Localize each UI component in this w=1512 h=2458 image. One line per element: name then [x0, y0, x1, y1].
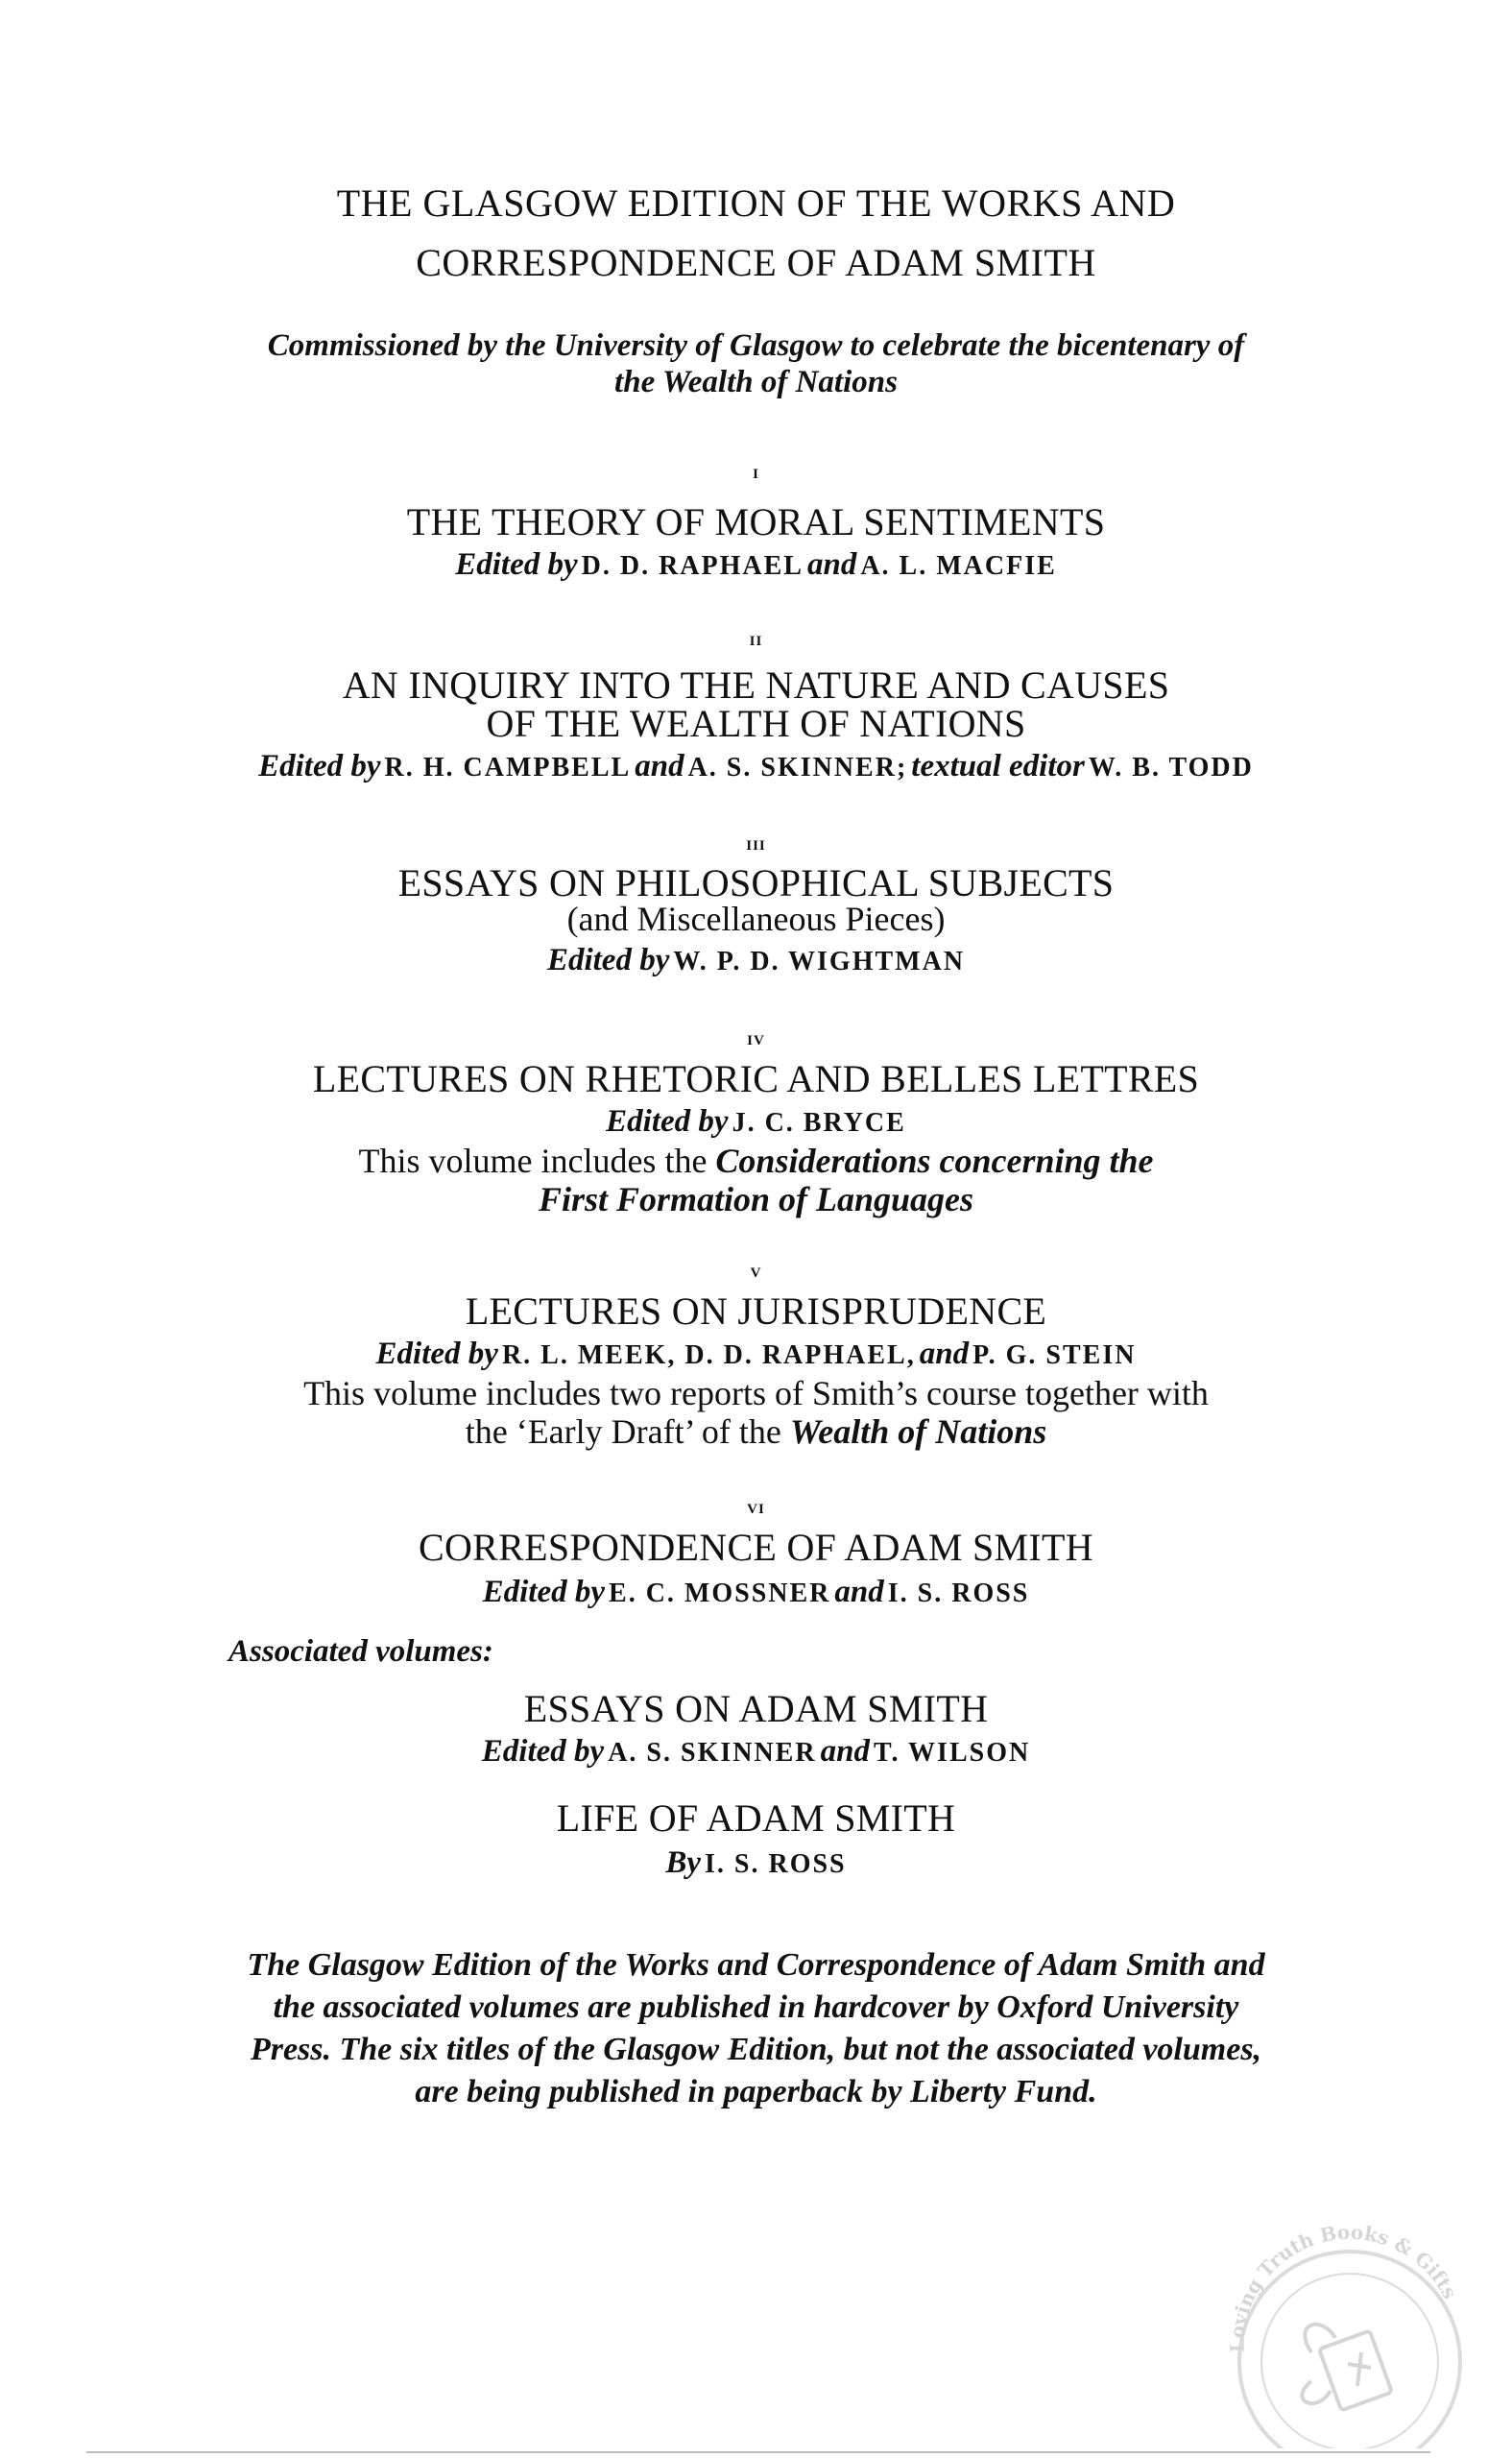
volume-numeral: i — [753, 459, 759, 483]
edited-by-label: Edited by — [482, 1575, 606, 1609]
editor-names: A. L. MACFIE — [860, 551, 1057, 581]
bottom-scan-line — [86, 2451, 1430, 2453]
volume-editors-line — [0, 1104, 1512, 1140]
editor-names: R. H. CAMPBELL — [384, 753, 632, 783]
volume-title: THE THEORY OF MORAL SENTIMENTS — [406, 500, 1106, 543]
editor-names: R. L. MEEK, D. D. RAPHAEL, — [501, 1340, 916, 1370]
editor-names: P. G. STEIN — [972, 1340, 1137, 1370]
by-label: By — [665, 1845, 702, 1880]
note-italic-title: Considerations concerning the — [715, 1142, 1154, 1180]
editor-names: T. WILSON — [873, 1738, 1031, 1768]
and-label: and — [820, 1734, 870, 1769]
volume-editors-line — [0, 943, 1512, 978]
and-label: and — [834, 1575, 884, 1609]
commission-line2: the Wealth of Nations — [614, 365, 898, 399]
volume-numeral: iii — [746, 831, 766, 855]
volume-numeral: ii — [749, 626, 763, 650]
volume-editors-line — [0, 1575, 1512, 1610]
editor-names: J. C. BRYCE — [732, 1108, 906, 1138]
edited-by-label: Edited by — [455, 547, 578, 582]
volume-editors-line — [0, 749, 1512, 784]
editor-names: I. S. ROSS — [887, 1578, 1030, 1608]
volume-subtitle: (and Miscellaneous Pieces) — [566, 900, 946, 938]
note-text: the ‘Early Draft’ of the — [465, 1412, 781, 1451]
volume-numeral: iv — [747, 1025, 765, 1049]
volume-note-line2 — [0, 1179, 1512, 1219]
associated-title: ESSAYS ON ADAM SMITH — [523, 1687, 989, 1730]
volume-title: LECTURES ON RHETORIC AND BELLES LETTRES — [312, 1057, 1200, 1100]
edited-by-label: Edited by — [606, 1104, 729, 1139]
volume-title: LECTURES ON JURISPRUDENCE — [465, 1289, 1047, 1333]
watermark-seal-icon — [1206, 2208, 1494, 2448]
volume-title: OF THE WEALTH OF NATIONS — [486, 702, 1026, 745]
edited-by-label: Edited by — [258, 749, 381, 783]
footer-line2: the associated volumes are published in hardcover by Oxford University — [273, 1989, 1239, 2025]
note-text: This volume includes the — [358, 1142, 708, 1180]
editor-names: E. C. MOSSNER — [609, 1578, 831, 1608]
volume-editors-line — [0, 547, 1512, 583]
author-name: I. S. ROSS — [705, 1849, 847, 1879]
volume-note-line2 — [0, 1411, 1512, 1452]
edited-by-label: Edited by — [546, 943, 670, 977]
volume-note-line1 — [0, 1141, 1512, 1181]
associated-volumes-label: Associated volumes: — [228, 1634, 493, 1669]
edited-by-label: Edited by — [481, 1734, 605, 1769]
footer-line3: Press. The six titles of the Glasgow Edition, but not the associated volumes, — [250, 2032, 1262, 2067]
and-label: and — [806, 547, 857, 582]
volume-numeral: v — [750, 1258, 762, 1282]
commission-line1: Commissioned by the University of Glasgow to celebrate the bicentenary of — [267, 328, 1245, 363]
volume-editors-line — [0, 1337, 1512, 1372]
editor-names: W. B. TODD — [1088, 753, 1254, 783]
and-label: and — [919, 1337, 970, 1371]
volume-numeral: vi — [747, 1494, 765, 1518]
editor-names: D. D. RAPHAEL — [581, 551, 804, 581]
editor-names: W. P. D. WIGHTMAN — [673, 947, 966, 976]
series-title-line1: THE GLASGOW EDITION OF THE WORKS AND — [336, 181, 1176, 225]
volume-title: CORRESPONDENCE OF ADAM SMITH — [419, 1526, 1093, 1569]
and-label: and — [635, 749, 684, 783]
note-italic-title: Wealth of Nations — [789, 1412, 1047, 1451]
volume-title: AN INQUIRY INTO THE NATURE AND CAUSES — [342, 663, 1170, 707]
volume-title: ESSAYS ON PHILOSOPHICAL SUBJECTS — [397, 861, 1115, 904]
editor-names: A. S. SKINNER; — [687, 753, 908, 783]
textual-editor-label: textual editor — [911, 749, 1085, 783]
editor-names: A. S. SKINNER — [608, 1738, 817, 1768]
svg-text:Loving Truth Books & Gifts: Loving Truth Books & Gifts — [1225, 2220, 1462, 2353]
note-italic-title: First Formation of Languages — [538, 1180, 974, 1218]
edited-by-label: Edited by — [375, 1337, 498, 1371]
associated-title: LIFE OF ADAM SMITH — [556, 1796, 956, 1840]
associated-editors-line — [0, 1734, 1512, 1770]
associated-author-line — [0, 1845, 1512, 1881]
series-title-line2: CORRESPONDENCE OF ADAM SMITH — [416, 241, 1096, 284]
footer-line4: are being published in paperback by Liberty Fund. — [415, 2074, 1097, 2109]
volume-note-line1: This volume includes two reports of Smith’s course together with — [303, 1374, 1209, 1412]
footer-line1: The Glasgow Edition of the Works and Correspondence of Adam Smith and — [247, 1947, 1265, 1983]
